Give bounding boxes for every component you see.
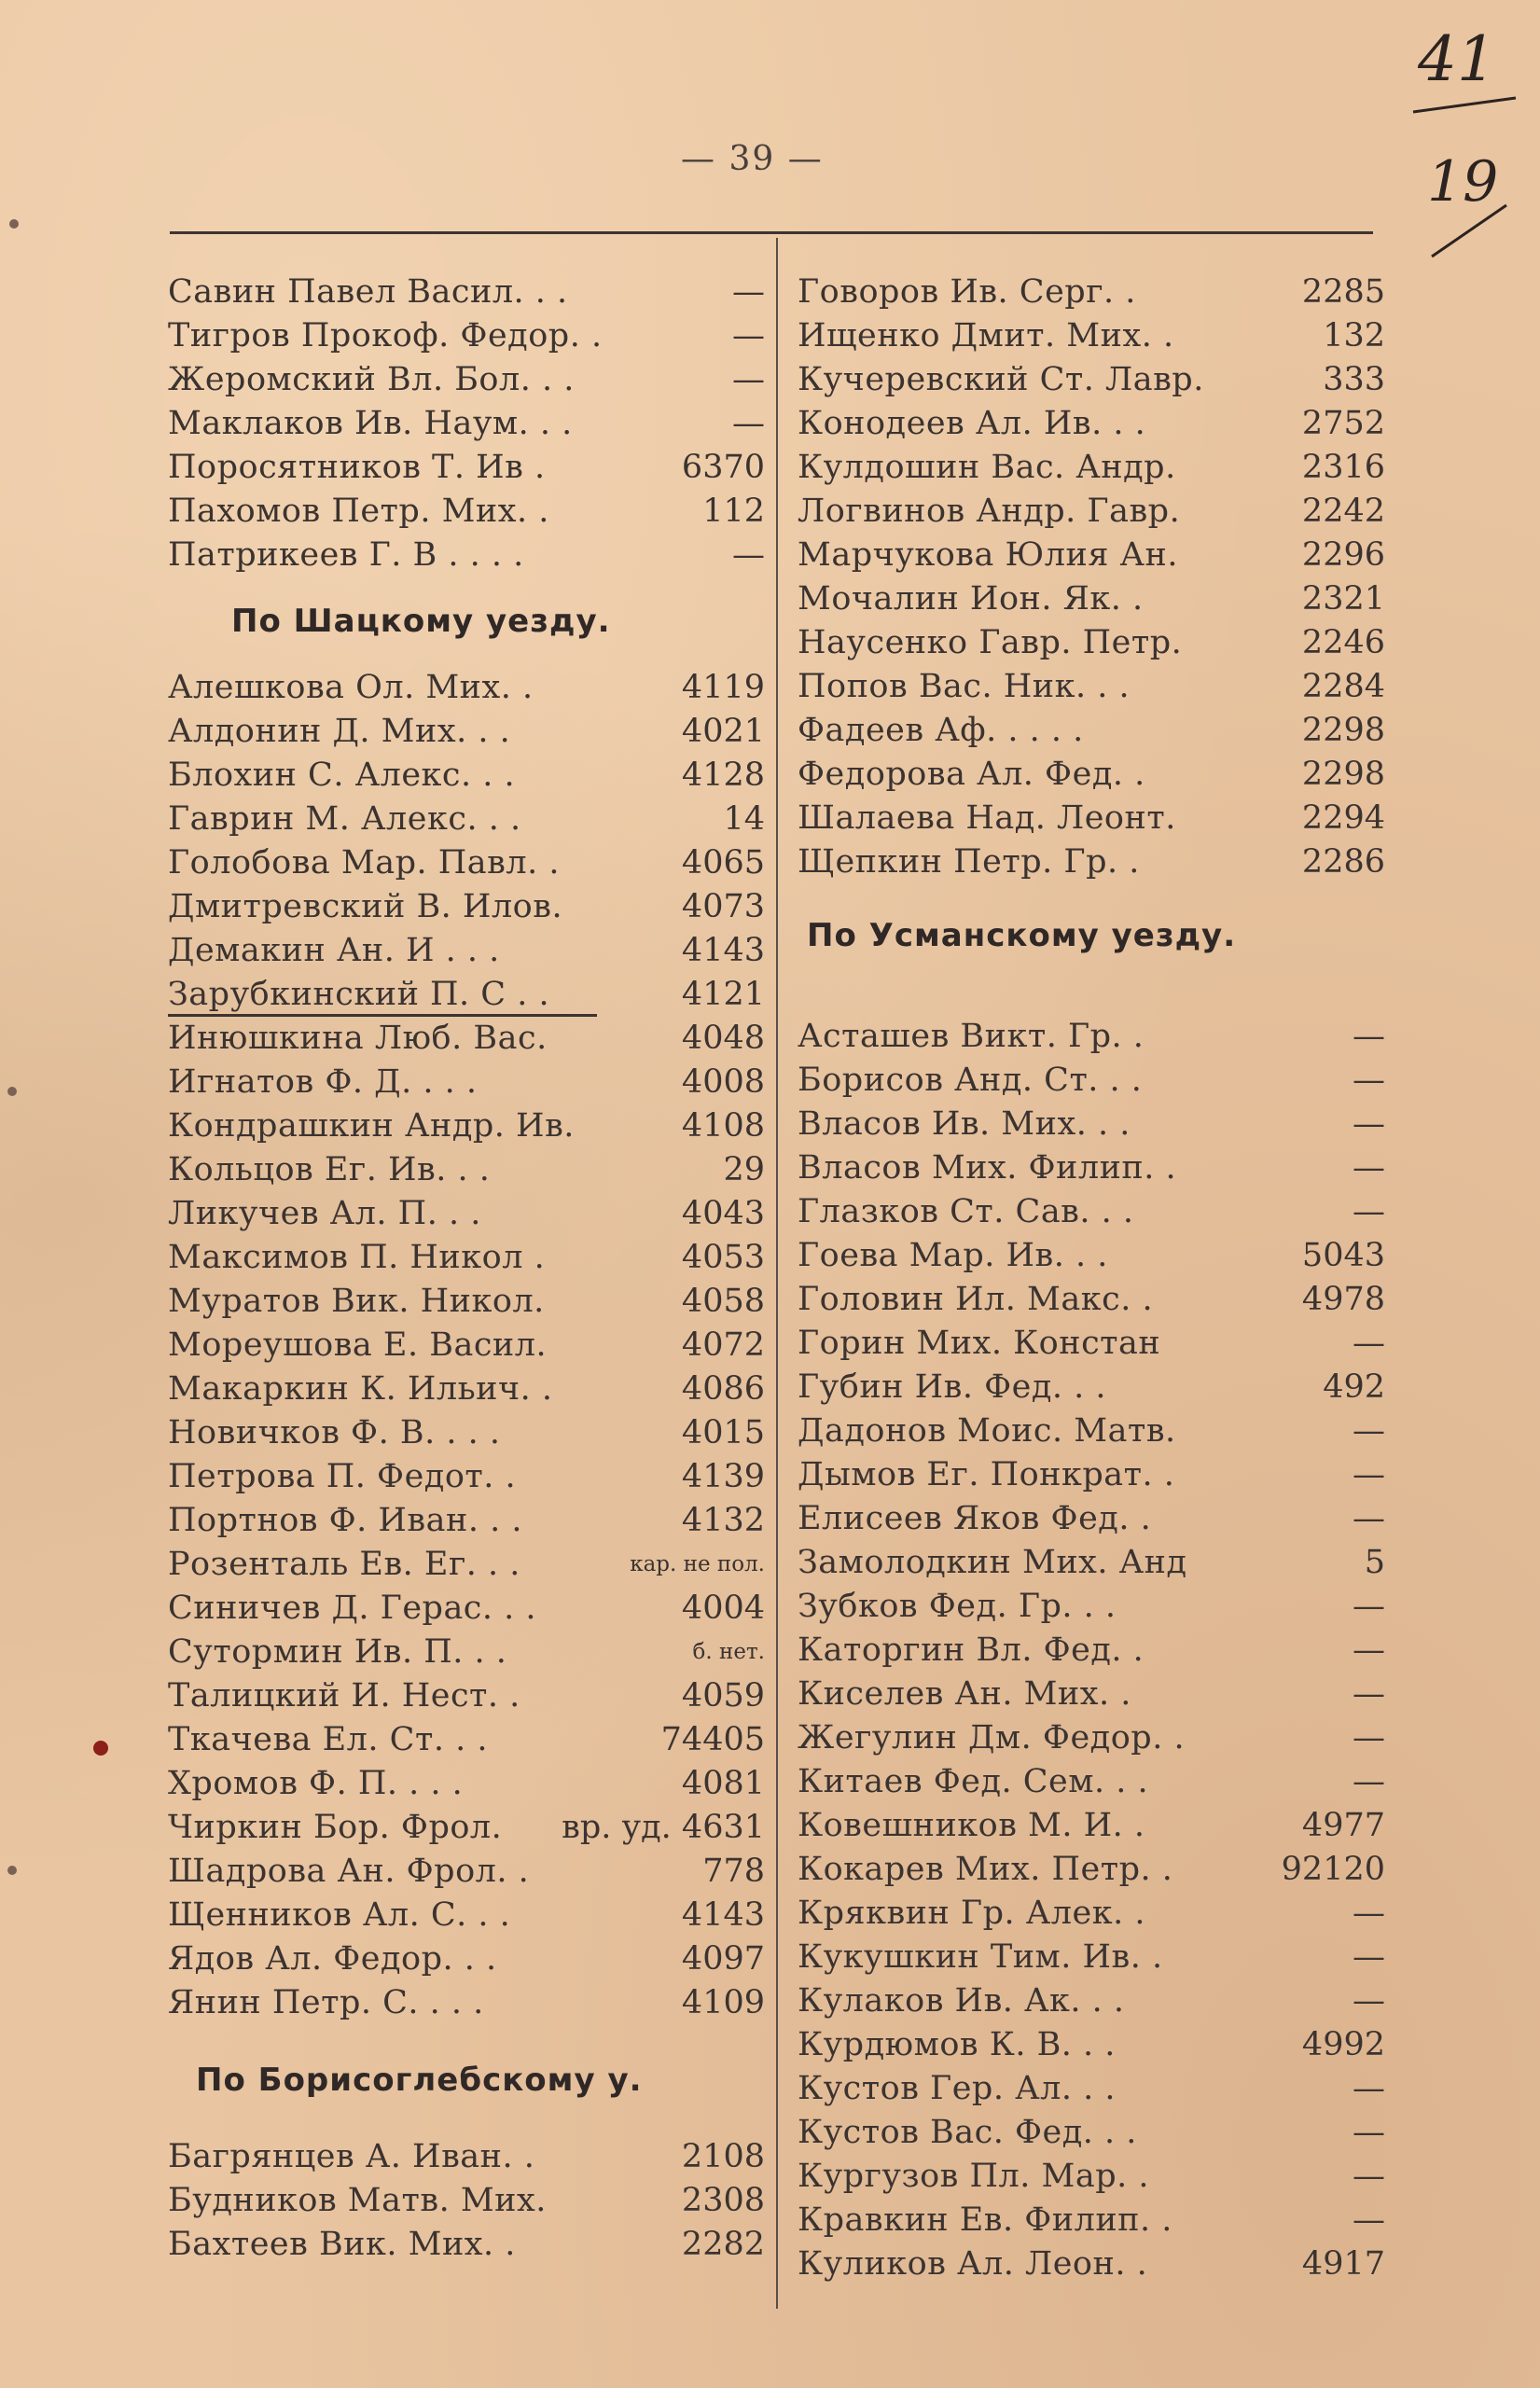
entry-value: —: [1353, 2070, 1385, 2107]
entry-name: Будников Матв. Мих.: [168, 2182, 547, 2219]
list-item: [168, 402, 765, 446]
list-item: [798, 534, 1385, 577]
entry-value: —: [1353, 1062, 1385, 1099]
list-item: [798, 2023, 1385, 2067]
entry-value: 2308: [681, 2182, 765, 2219]
entry-value: 4081: [681, 1765, 765, 1802]
list-item: [168, 929, 765, 973]
entry-name: Алешкова Ол. Мих. .: [168, 669, 534, 706]
entry-name: Губин Ив. Фед. . .: [798, 1368, 1107, 1406]
entry-value: —: [1353, 1018, 1385, 1055]
list-item: [798, 665, 1385, 709]
binding-hole: [7, 1866, 17, 1875]
list-item: [798, 1585, 1385, 1629]
entry-value: 5: [1364, 1544, 1385, 1581]
entry-value: 4015: [681, 1414, 765, 1451]
entry-value: —: [1353, 1982, 1385, 2020]
entry-value: 112: [702, 493, 765, 530]
column-divider: [776, 238, 778, 2309]
list-item: [798, 577, 1385, 621]
section-heading-shatsk: По Шацкому уезду.: [231, 603, 611, 640]
entry-name: Сутормин Ив. П. . .: [168, 1633, 507, 1671]
entry-name: Ядов Ал. Федор. . .: [168, 1940, 497, 1978]
entry-name: Наусенко Гавр. Петр.: [798, 624, 1183, 661]
entry-name: Каторгин Вл. Фед. .: [798, 1631, 1145, 1669]
list-item: [798, 271, 1385, 314]
list-item: [798, 1059, 1385, 1103]
list-item: [798, 1673, 1385, 1716]
list-item: [168, 2135, 765, 2179]
entry-value: 4065: [681, 844, 765, 882]
entry-value: 2316: [1301, 449, 1385, 486]
entry-name: Кукушкин Тим. Ив. .: [798, 1938, 1163, 1976]
entry-name: Жеромский Вл. Бол. . .: [168, 361, 575, 398]
entry-name: Кряквин Гр. Алек. .: [798, 1895, 1145, 1932]
list-item: [798, 1015, 1385, 1059]
entry-value: 2752: [1301, 405, 1385, 442]
list-item: [798, 1936, 1385, 1979]
entry-name: Жегулин Дм. Федор. .: [798, 1719, 1186, 1756]
handwritten-note-sheet: 41: [1418, 23, 1496, 95]
entry-value: 2242: [1301, 493, 1385, 530]
entry-name: Блохин С. Алекс. . .: [168, 757, 516, 794]
entry-value: 492: [1323, 1368, 1385, 1406]
list-item: [168, 885, 765, 929]
entry-name: Ковешников М. И. .: [798, 1807, 1145, 1844]
entry-value: 2296: [1301, 536, 1385, 574]
list-item: [168, 1674, 765, 1718]
entry-value: —: [1353, 1412, 1385, 1450]
list-item: [798, 2199, 1385, 2242]
list-item: [798, 2067, 1385, 2111]
entry-name: Федорова Ал. Фед. .: [798, 756, 1145, 793]
list-item: [798, 1848, 1385, 1892]
entry-value: 4073: [681, 888, 765, 925]
entry-name: Говоров Ив. Серг. .: [798, 273, 1136, 311]
page-number: — 39 —: [681, 140, 824, 178]
entry-name: Бахтеев Вик. Мих. .: [168, 2226, 516, 2263]
entry-name: Киселев Ан. Мих. .: [798, 1675, 1131, 1713]
entry-value: —: [732, 361, 765, 398]
list-item: [168, 271, 765, 314]
entry-name: Пахомов Петр. Мих. .: [168, 493, 549, 530]
entry-value: —: [732, 273, 765, 311]
shatsk-list: [168, 666, 765, 2025]
list-item: [168, 314, 765, 358]
list-item: [168, 1061, 765, 1104]
list-item: [168, 1192, 765, 1236]
list-item: [168, 2179, 765, 2223]
list-item: [798, 2111, 1385, 2155]
list-item: [798, 1103, 1385, 1146]
entry-value: —: [1353, 1675, 1385, 1713]
entry-value: —: [1353, 1193, 1385, 1230]
list-item: [798, 1979, 1385, 2023]
entry-name: Ищенко Дмит. Мих. .: [798, 317, 1174, 354]
entry-value: 4977: [1301, 1807, 1385, 1844]
entry-name: Власов Мих. Филип. .: [798, 1149, 1177, 1187]
list-item: [168, 446, 765, 490]
list-item: [798, 709, 1385, 753]
entry-name: Мочалин Ион. Як. .: [798, 580, 1144, 618]
entry-name: Савин Павел Васил. . .: [168, 273, 568, 311]
entry-value: 4121: [681, 976, 765, 1013]
list-item: [798, 358, 1385, 402]
entry-name: Ликучев Ал. П. . .: [168, 1195, 481, 1232]
entry-name: Глазков Ст. Сав. . .: [798, 1193, 1134, 1230]
entry-value: —: [1353, 1456, 1385, 1493]
section-heading-usman: По Усманскому уезду.: [807, 917, 1237, 954]
list-item: [798, 490, 1385, 534]
entry-name: Курдюмов К. В. . .: [798, 2026, 1116, 2063]
entry-value: 4108: [681, 1107, 765, 1145]
entry-name: Багрянцев А. Иван. .: [168, 2138, 535, 2175]
entry-name: Поросятников Т. Ив .: [168, 449, 546, 486]
usman-list: [798, 1015, 1385, 2286]
borisoglebsk-list: [168, 2135, 765, 2267]
entry-name: Зарубкинский П. С . .: [168, 976, 550, 1013]
entry-name: Алдонин Д. Мих. . .: [168, 713, 511, 750]
entry-name: Кокарев Мих. Петр. .: [798, 1851, 1173, 1888]
entry-name: Дмитревский В. Илов.: [168, 888, 563, 925]
entry-name: Тигров Прокоф. Федор. .: [168, 317, 603, 354]
entry-value: 92120: [1281, 1851, 1385, 1888]
list-item: [798, 1409, 1385, 1453]
list-item: [168, 1499, 765, 1543]
entry-value: 4143: [681, 1896, 765, 1934]
list-item: [168, 1762, 765, 1806]
list-item: [168, 358, 765, 402]
entry-value: —: [1353, 1105, 1385, 1143]
entry-name: Замолодкин Мих. Анд: [798, 1544, 1187, 1581]
list-item: [798, 1760, 1385, 1804]
entry-name: Петрова П. Федот. .: [168, 1458, 517, 1495]
entry-value: —: [1353, 1631, 1385, 1669]
entry-name: Игнатов Ф. Д. . . .: [168, 1063, 478, 1101]
list-item: [798, 1892, 1385, 1936]
entry-name: Кургузов Пл. Мар. .: [798, 2158, 1149, 2195]
entry-name: Гаврин М. Алекс. . .: [168, 800, 521, 838]
entry-value: 2246: [1301, 624, 1385, 661]
entry-value: 4097: [681, 1940, 765, 1978]
entry-value: 4021: [681, 713, 765, 750]
entry-value: 2298: [1301, 712, 1385, 749]
right-top-list: [798, 271, 1385, 884]
list-item: [168, 798, 765, 841]
entry-value: 4072: [681, 1326, 765, 1364]
entry-name: Борисов Анд. Ст. . .: [798, 1062, 1143, 1099]
entry-value: 2284: [1301, 668, 1385, 705]
entry-value: 4139: [681, 1458, 765, 1495]
entry-name: Логвинов Андр. Гавр.: [798, 493, 1181, 530]
list-item: [168, 1148, 765, 1192]
entry-name: Мореушова Е. Васил.: [168, 1326, 548, 1364]
list-item: [798, 402, 1385, 446]
left-column: [168, 271, 765, 2267]
list-item: [798, 753, 1385, 797]
entry-value: 2294: [1301, 799, 1385, 837]
entry-name: Кондрашкин Андр. Ив.: [168, 1107, 575, 1145]
right-column: [798, 271, 1385, 2286]
entry-value: 5043: [1301, 1237, 1385, 1274]
list-item: [168, 1806, 765, 1850]
list-item: [168, 1850, 765, 1894]
list-item: [168, 710, 765, 754]
list-item: [798, 2155, 1385, 2199]
entry-name: Чиркин Бор. Фрол.: [168, 1809, 503, 1846]
binding-hole: [9, 219, 19, 229]
entry-value: 4992: [1301, 2026, 1385, 2063]
entry-name: Зубков Фед. Гр. . .: [798, 1588, 1117, 1625]
list-item: [798, 446, 1385, 490]
list-item: [168, 1411, 765, 1455]
entry-value: 132: [1323, 317, 1385, 354]
entry-name: Шалаева Над. Леонт.: [798, 799, 1176, 837]
entry-value: 4048: [681, 1020, 765, 1057]
entry-name: Муратов Вик. Никол.: [168, 1283, 545, 1320]
header-rule: [170, 231, 1373, 234]
list-item: [168, 1455, 765, 1499]
entry-name: Головин Ил. Макс. .: [798, 1281, 1154, 1318]
entry-value: —: [732, 317, 765, 354]
entry-name: Кустов Вас. Фед. . .: [798, 2114, 1137, 2151]
entry-name: Марчукова Юлия Ан.: [798, 536, 1178, 574]
list-item: [798, 840, 1385, 884]
entry-value: 4004: [681, 1590, 765, 1627]
entry-name: Талицкий И. Нест. .: [168, 1677, 520, 1715]
entry-name: Шадрова Ан. Фрол. .: [168, 1853, 530, 1890]
entry-name: Голобова Мар. Павл. .: [168, 844, 560, 882]
entry-name: Дымов Ег. Понкрат. .: [798, 1456, 1175, 1493]
entry-value: 74405: [660, 1721, 765, 1758]
list-item: [798, 1234, 1385, 1278]
entry-name: Кустов Гер. Ал. . .: [798, 2070, 1116, 2107]
list-item: [798, 314, 1385, 358]
entry-value: —: [1353, 2114, 1385, 2151]
list-item: [168, 1631, 765, 1674]
entry-name: Власов Ив. Мих. . .: [798, 1105, 1131, 1143]
entry-value: 4043: [681, 1195, 765, 1232]
entry-value: 4008: [681, 1063, 765, 1101]
entry-name: Конодеев Ал. Ив. . .: [798, 405, 1146, 442]
entry-value: 2286: [1301, 843, 1385, 881]
list-item: [798, 1278, 1385, 1322]
list-item: [798, 1453, 1385, 1497]
entry-value: 4917: [1301, 2245, 1385, 2283]
entry-value: 6370: [681, 449, 765, 486]
entry-name: Синичев Д. Герас. . .: [168, 1590, 537, 1627]
entry-name: Гоева Мар. Ив. . .: [798, 1237, 1108, 1274]
list-item: [168, 1894, 765, 1937]
entry-name: Фадеев Аф. . . . .: [798, 712, 1084, 749]
entry-value: —: [1353, 1763, 1385, 1800]
list-item: [798, 1366, 1385, 1409]
entry-value: 4086: [681, 1370, 765, 1408]
list-item: [168, 1368, 765, 1411]
list-item: [168, 666, 765, 710]
entry-name: Асташев Викт. Гр. .: [798, 1018, 1145, 1055]
entry-value: 4119: [681, 669, 765, 706]
entry-value: 2298: [1301, 756, 1385, 793]
entry-name: Патрикеев Г. В . . . .: [168, 536, 524, 574]
entry-value: —: [732, 405, 765, 442]
list-item: [798, 2242, 1385, 2286]
entry-name: Дадонов Моис. Матв.: [798, 1412, 1176, 1450]
entry-value: 4058: [681, 1283, 765, 1320]
list-item: [168, 2223, 765, 2267]
list-item: [168, 1937, 765, 1981]
entry-value: 4978: [1301, 1281, 1385, 1318]
entry-name: Щепкин Петр. Гр. .: [798, 843, 1140, 881]
entry-value: —: [1353, 1325, 1385, 1362]
entry-name: Куликов Ал. Леон. .: [798, 2245, 1148, 2283]
entry-value: 2285: [1301, 273, 1385, 311]
list-item: [798, 797, 1385, 840]
list-item: [798, 621, 1385, 665]
entry-value: —: [1353, 2201, 1385, 2239]
entry-name: Макаркин К. Ильич. .: [168, 1370, 553, 1408]
entry-value: 2321: [1301, 580, 1385, 618]
list-item: [168, 1104, 765, 1148]
binding-hole: [7, 1087, 17, 1096]
list-item: [798, 1804, 1385, 1848]
list-item: [168, 1587, 765, 1631]
entry-name: Янин Петр. С. . . .: [168, 1984, 484, 2021]
red-ink-spot: [93, 1741, 108, 1756]
entry-value: 4143: [681, 932, 765, 969]
left-top-list: [168, 271, 765, 577]
list-item: [168, 754, 765, 798]
entry-name: Портнов Ф. Иван. . .: [168, 1502, 522, 1539]
list-item: [168, 1543, 765, 1587]
entry-value: 4053: [681, 1239, 765, 1276]
entry-value: кар. не пол.: [630, 1552, 765, 1576]
section-heading-borisoglebsk: По Борисоглебскому у.: [196, 2062, 643, 2099]
list-item: [798, 1629, 1385, 1673]
list-item: [798, 1322, 1385, 1366]
entry-name: Демакин Ан. И . . .: [168, 932, 500, 969]
entry-name: Хромов Ф. П. . . .: [168, 1765, 464, 1802]
entry-value: 4128: [681, 757, 765, 794]
entry-value: 4059: [681, 1677, 765, 1715]
entry-name: Кулдошин Вас. Андр.: [798, 449, 1176, 486]
entry-value: —: [1353, 1588, 1385, 1625]
entry-name: Кольцов Ег. Ив. . .: [168, 1151, 491, 1188]
list-item: [168, 1981, 765, 2025]
list-item: [168, 490, 765, 534]
entry-name: Ткачева Ел. Ст. . .: [168, 1721, 488, 1758]
entry-name: Маклаков Ив. Наум. . .: [168, 405, 573, 442]
list-item: [168, 1236, 765, 1280]
list-item: [798, 1190, 1385, 1234]
entry-value: 333: [1323, 361, 1385, 398]
list-item: [168, 841, 765, 885]
entry-name: Китаев Фед. Сем. . .: [798, 1763, 1149, 1800]
entry-value: —: [1353, 1149, 1385, 1187]
list-item: [798, 1497, 1385, 1541]
list-item: [168, 1017, 765, 1061]
entry-value: —: [732, 536, 765, 574]
entry-value: 14: [723, 800, 765, 838]
entry-value: —: [1353, 1500, 1385, 1537]
entry-value: 29: [723, 1151, 765, 1188]
entry-value: 4132: [681, 1502, 765, 1539]
entry-name: Кулаков Ив. Ак. . .: [798, 1982, 1125, 2020]
list-item: [798, 1716, 1385, 1760]
entry-name: Инюшкина Люб. Вас.: [168, 1020, 548, 1057]
entry-value: вр. уд. 4631: [562, 1809, 765, 1846]
entry-value: 778: [702, 1853, 765, 1890]
list-item: [798, 1541, 1385, 1585]
entry-value: б. нет.: [692, 1640, 765, 1664]
list-item: [168, 534, 765, 577]
list-item: [168, 1324, 765, 1368]
list-item: [798, 1146, 1385, 1190]
entry-name: Щенников Ал. С. . .: [168, 1896, 511, 1934]
entry-value: —: [1353, 1895, 1385, 1932]
entry-name: Попов Вас. Ник. . .: [798, 668, 1131, 705]
entry-name: Кучеревский Ст. Лавр.: [798, 361, 1204, 398]
entry-value: —: [1353, 2158, 1385, 2195]
entry-name: Максимов П. Никол .: [168, 1239, 546, 1276]
list-item: [168, 1718, 765, 1762]
list-item: [168, 973, 765, 1017]
entry-name: Горин Мих. Констан: [798, 1325, 1161, 1362]
entry-value: —: [1353, 1719, 1385, 1756]
entry-name: Елисеев Яков Фед. .: [798, 1500, 1152, 1537]
entry-name: Розенталь Ев. Ег. . .: [168, 1546, 520, 1583]
entry-value: 2282: [681, 2226, 765, 2263]
entry-name: Новичков Ф. В. . . .: [168, 1414, 501, 1451]
list-item: [168, 1280, 765, 1324]
entry-value: —: [1353, 1938, 1385, 1976]
entry-value: 2108: [681, 2138, 765, 2175]
entry-value: 4109: [681, 1984, 765, 2021]
entry-name: Кравкин Ев. Филип. .: [798, 2201, 1172, 2239]
handwritten-note-folio: 19: [1427, 149, 1499, 215]
